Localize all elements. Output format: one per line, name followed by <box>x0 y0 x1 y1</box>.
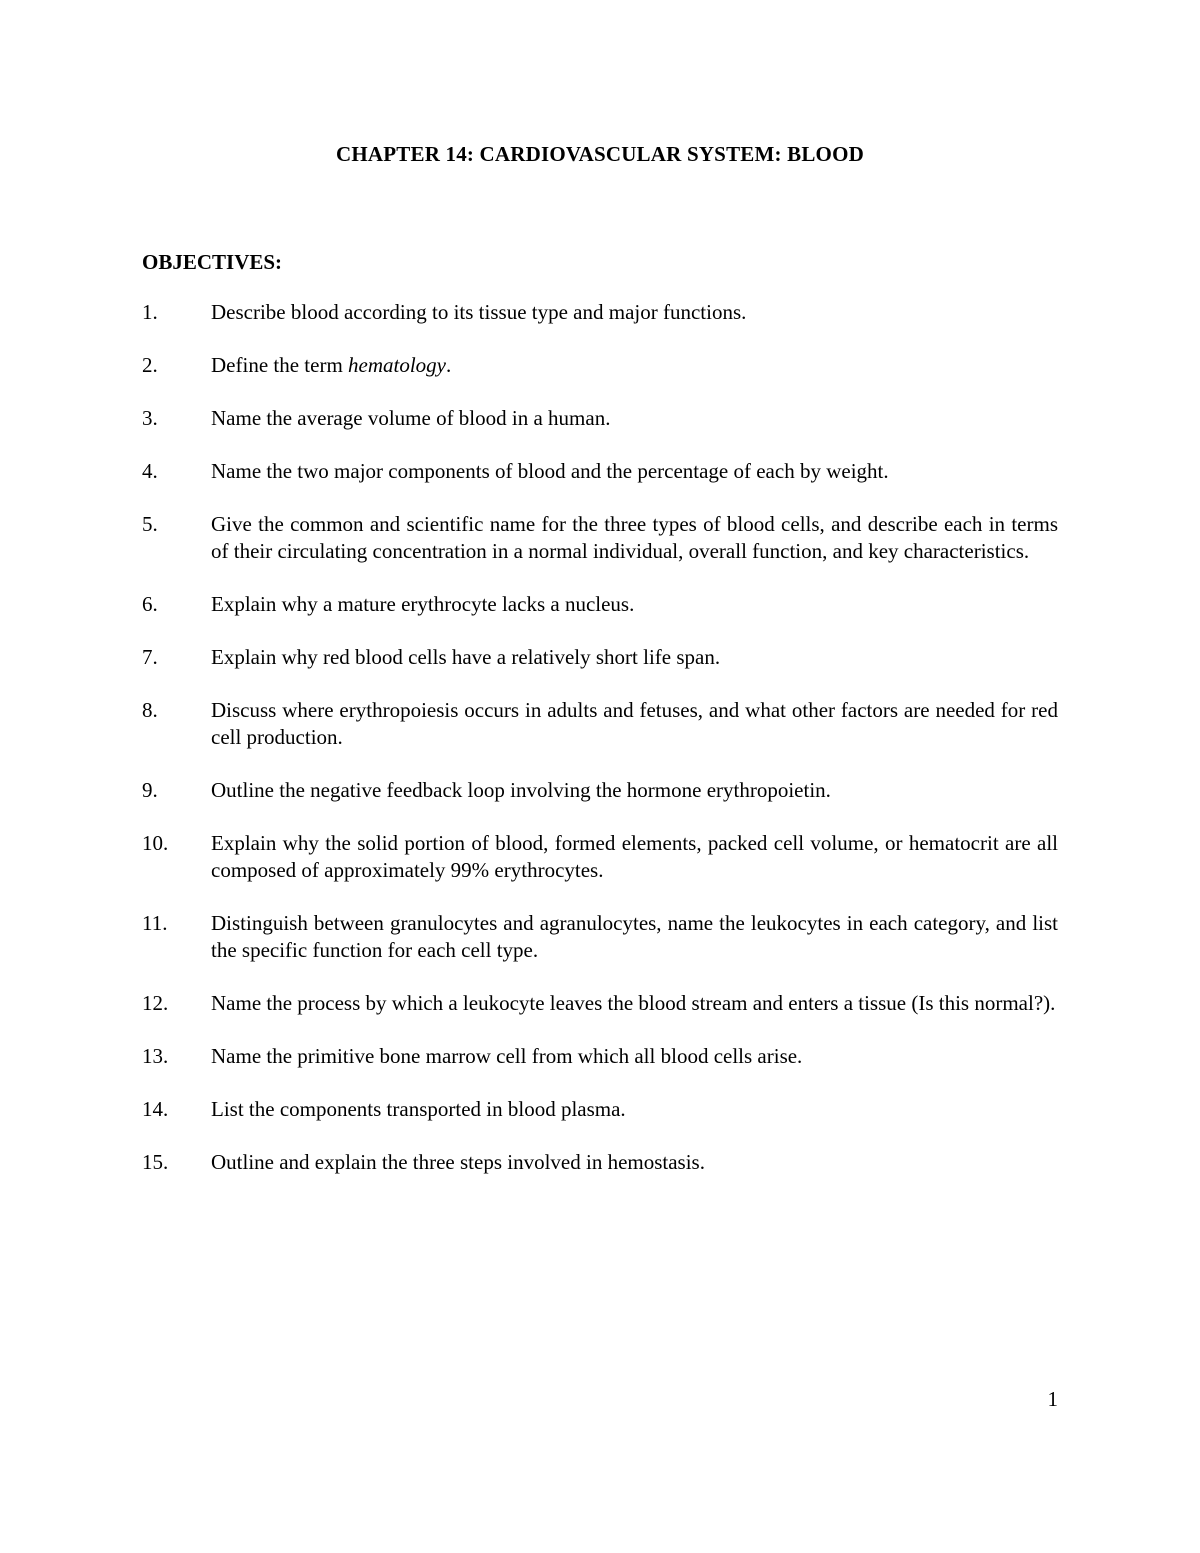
objective-number: 2. <box>142 353 158 377</box>
objective-number: 12. <box>142 991 169 1015</box>
objectives-heading: OBJECTIVES: <box>142 250 283 274</box>
objective-number: 7. <box>142 645 158 669</box>
objective-number: 11. <box>142 911 168 935</box>
objective-item <box>142 1043 1058 1070</box>
objective-item <box>142 777 1058 804</box>
objective-text: Give the common and scientific name for the three types of blood cells, and describe each in terms of their circulating concentration in a normal individual, overall function, and key characteristics. <box>211 512 1058 563</box>
objective-number: 8. <box>142 698 158 722</box>
objective-item <box>142 990 1058 1017</box>
objective-number: 1. <box>142 300 158 324</box>
objective-item <box>142 405 1058 432</box>
objective-number: 6. <box>142 592 158 616</box>
objective-item <box>142 458 1058 485</box>
objective-number: 13. <box>142 1044 169 1068</box>
objective-text: Name the average volume of blood in a human. <box>211 406 611 430</box>
objective-text: Describe blood according to its tissue type and major functions. <box>211 300 747 324</box>
objective-term-italic: hematology <box>348 353 447 377</box>
objective-text: Distinguish between granulocytes and agranulocytes, name the leukocytes in each category, and list the specific function for each cell type. <box>211 911 1058 962</box>
objective-item <box>142 644 1058 671</box>
objective-item <box>142 591 1058 618</box>
objective-item <box>142 1096 1058 1123</box>
objective-text-end: . <box>446 353 452 377</box>
objective-number: 10. <box>142 831 169 855</box>
objective-item <box>142 299 1058 326</box>
objective-text: Name the primitive bone marrow cell from which all blood cells arise. <box>211 1044 803 1068</box>
objective-item <box>142 511 1058 565</box>
objective-text: List the components transported in blood plasma. <box>211 1097 626 1121</box>
objective-number: 4. <box>142 459 158 483</box>
objective-text: Discuss where erythropoiesis occurs in adults and fetuses, and what other factors are needed for red cell production. <box>211 698 1058 749</box>
objective-item <box>142 697 1058 751</box>
objective-text: Outline and explain the three steps involved in hemostasis. <box>211 1150 705 1174</box>
objective-text: Name the two major components of blood and the percentage of each by weight. <box>211 459 889 483</box>
objective-item <box>142 910 1058 964</box>
objective-number: 5. <box>142 512 158 536</box>
objective-item <box>142 1149 1058 1176</box>
objective-text: Explain why the solid portion of blood, formed elements, packed cell volume, or hematocrit are all composed of approximately 99% erythrocytes. <box>211 831 1058 882</box>
objective-text <box>211 352 1058 379</box>
objective-item <box>142 352 1058 379</box>
objectives-list <box>142 299 1058 1202</box>
chapter-title: CHAPTER 14: CARDIOVASCULAR SYSTEM: BLOOD <box>335 142 864 166</box>
objective-text: Explain why a mature erythrocyte lacks a nucleus. <box>211 592 635 616</box>
objective-text: Name the process by which a leukocyte leaves the blood stream and enters a tissue (Is this normal?). <box>211 991 1056 1015</box>
page-number: 1 <box>1047 1387 1058 1411</box>
objective-number: 15. <box>142 1150 169 1174</box>
objective-number: 14. <box>142 1097 169 1121</box>
objective-item <box>142 830 1058 884</box>
objective-number: 3. <box>142 406 158 430</box>
objective-text-start: Define the term <box>211 353 349 377</box>
objective-number: 9. <box>142 778 158 802</box>
objective-text: Explain why red blood cells have a relatively short life span. <box>211 645 721 669</box>
objective-text: Outline the negative feedback loop involving the hormone erythropoietin. <box>211 778 831 802</box>
